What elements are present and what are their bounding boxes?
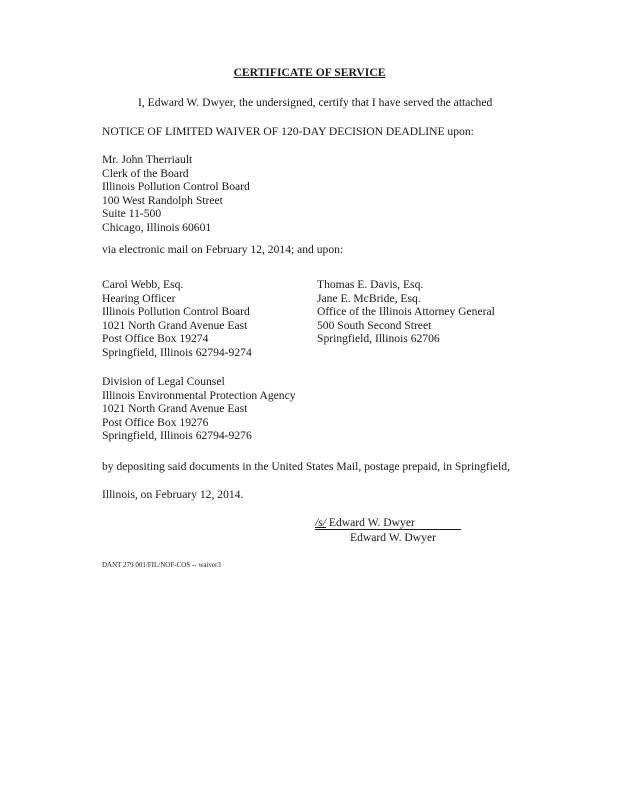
address-line: Illinois Pollution Control Board [102, 305, 250, 319]
recipient-clerk-address [102, 153, 250, 235]
service-method-statement: via electronic mail on February 12, 2014; and upon: [102, 243, 344, 256]
document-title: CERTIFICATE OF SERVICE [233, 66, 386, 79]
address-line: Post Office Box 19276 [102, 415, 209, 429]
address-line: 1021 North Grand Avenue East [102, 402, 248, 416]
address-line: Jane E. McBride, Esq. [317, 291, 421, 305]
address-line: 500 South Second Street [317, 318, 432, 332]
address-line: 100 West Randolph Street [102, 193, 223, 207]
certify-statement: I, Edward W. Dwyer, the undersigned, certify that I have served the attached [138, 96, 493, 109]
address-line: Suite 11-500 [102, 207, 162, 221]
signature-prefix: /s/ [315, 516, 326, 529]
recipient-attorney-general-address [317, 278, 495, 346]
date-statement: Illinois, on February 12, 2014. [102, 488, 244, 501]
footer-reference: DANT 279 001/FIL/NOF-COS -- waiver3 [102, 561, 221, 569]
notice-statement: NOTICE OF LIMITED WAIVER OF 120-DAY DECISION DEADLINE upon: [102, 125, 474, 138]
address-line: Mr. John Therriault [102, 153, 193, 166]
address-line: Hearing Officer [102, 291, 176, 305]
address-line: Springfield, Illinois 62794-9276 [102, 429, 252, 443]
deposit-statement: by depositing said documents in the United States Mail, postage prepaid, in Springfield, [102, 460, 510, 473]
address-line: Clerk of the Board [102, 166, 189, 180]
printed-name: Edward W. Dwyer [350, 531, 436, 544]
recipient-division-legal-counsel-address [102, 375, 296, 443]
signature-name: Edward W. Dwyer [325, 516, 415, 529]
address-line: Office of the Illinois Attorney General [317, 305, 495, 319]
address-line: Carol Webb, Esq. [102, 278, 184, 291]
recipient-hearing-officer-address [102, 278, 252, 360]
address-line: 1021 North Grand Avenue East [102, 318, 248, 332]
address-line: Chicago, Illinois 60601 [102, 220, 212, 234]
address-line: Thomas E. Davis, Esq. [317, 278, 424, 291]
address-line: Springfield, Illinois 62706 [317, 332, 440, 346]
address-line: Illinois Pollution Control Board [102, 180, 250, 194]
address-line: Post Office Box 19274 [102, 332, 209, 346]
address-line: Illinois Environmental Protection Agency [102, 388, 296, 402]
address-line: Springfield, Illinois 62794-9274 [102, 345, 252, 359]
signature-line [315, 516, 461, 530]
address-line: Division of Legal Counsel [102, 375, 225, 388]
